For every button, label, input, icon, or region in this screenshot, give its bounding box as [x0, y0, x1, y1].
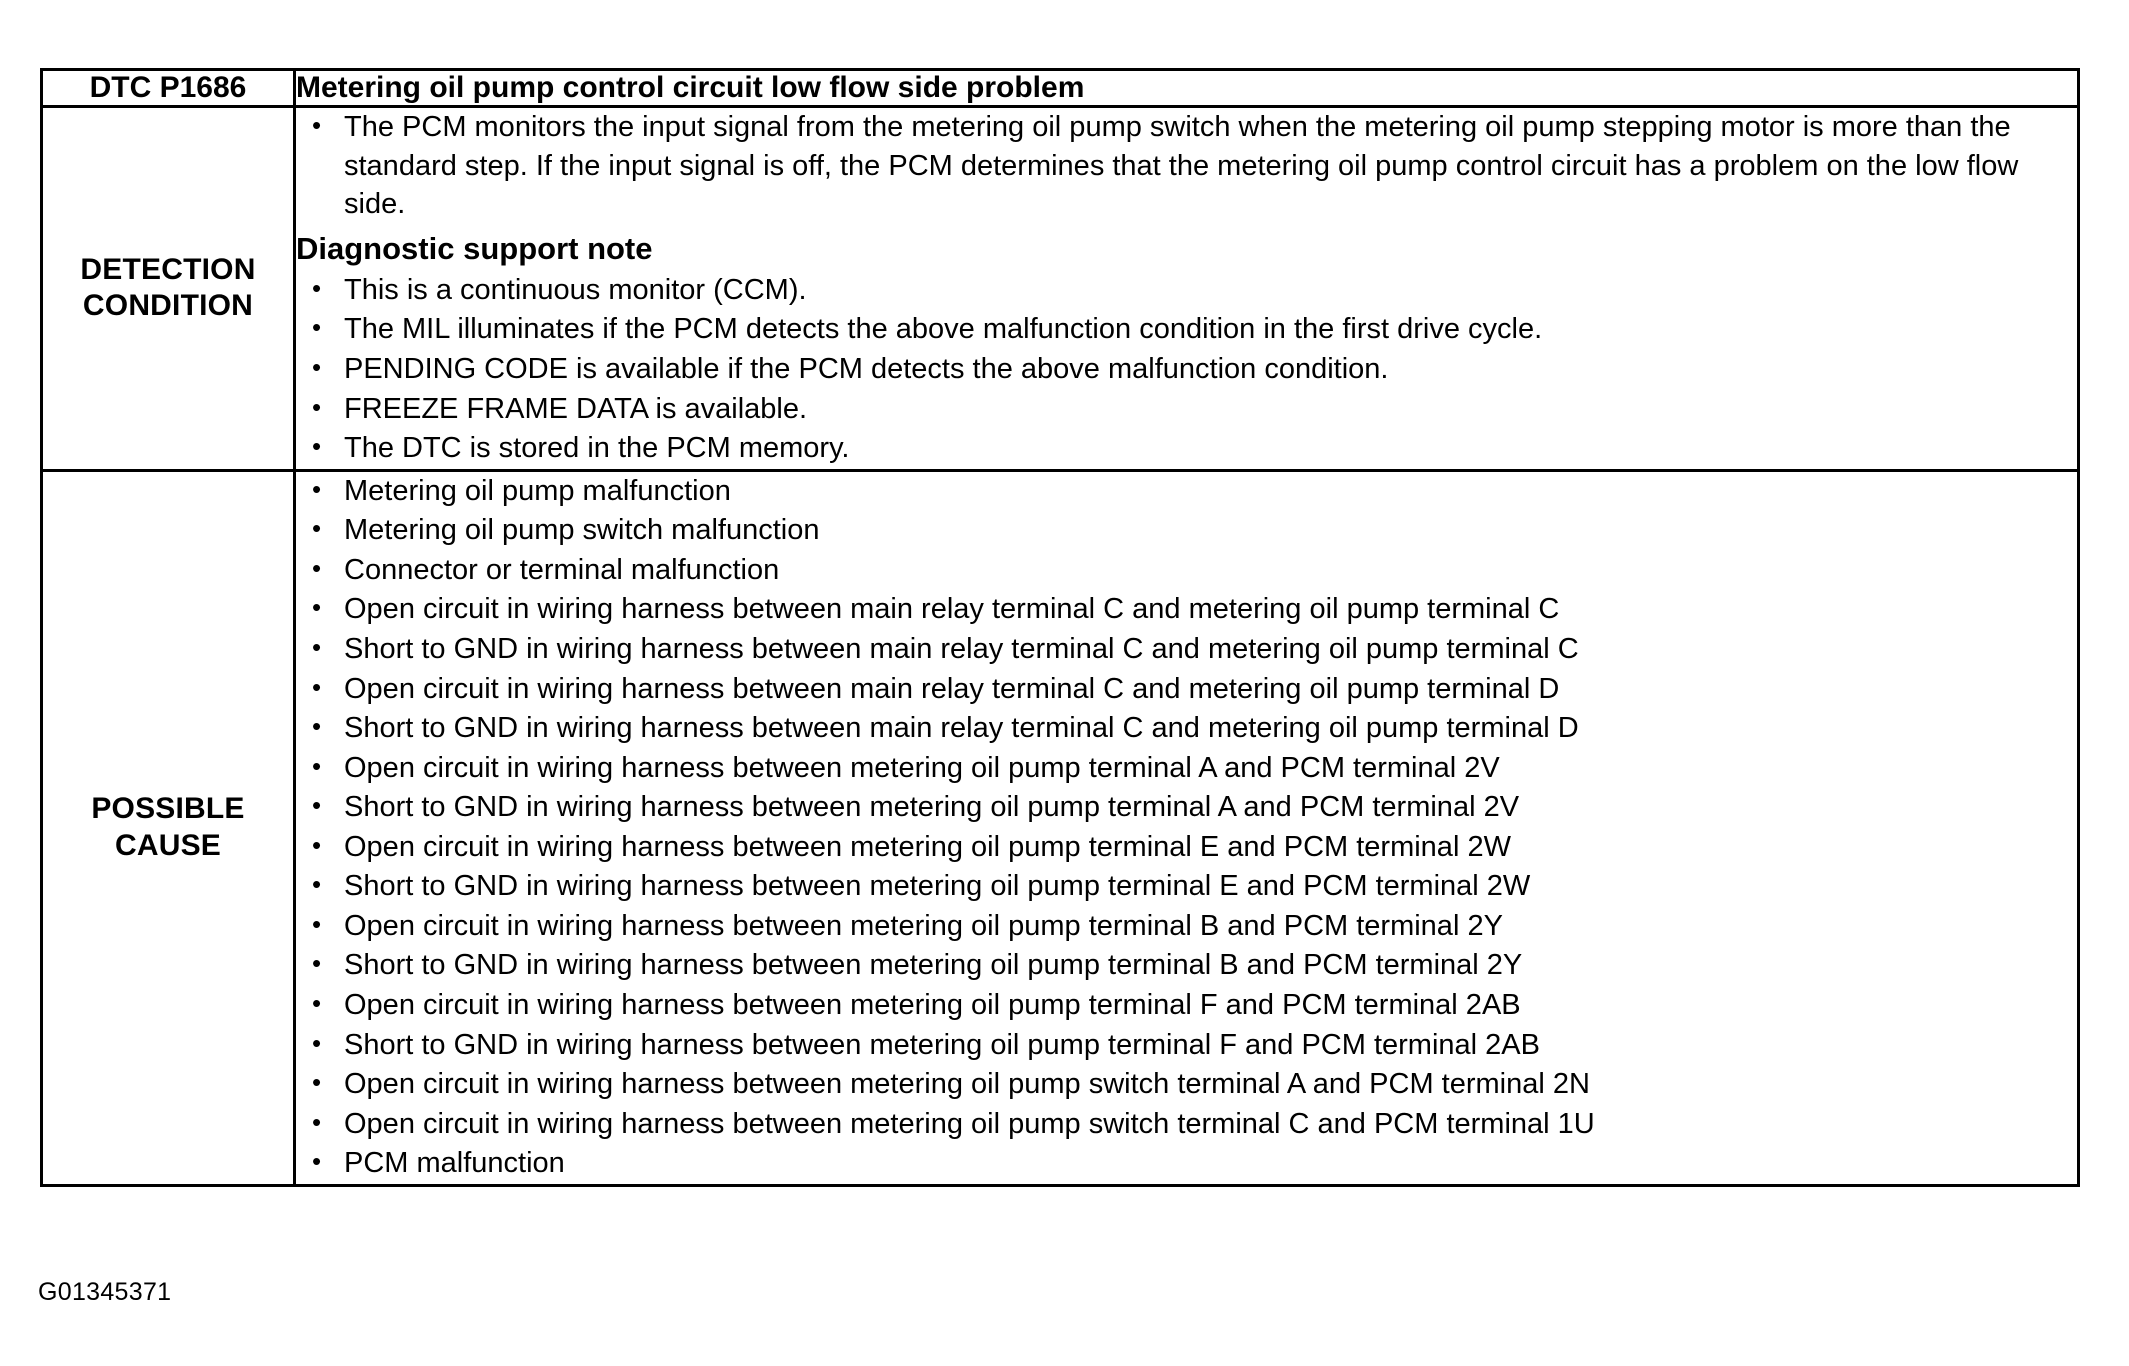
dtc-sheet [40, 68, 2080, 1187]
list-item: • Open circuit in wiring harness between metering oil pump terminal F and PCM terminal 2AB [296, 986, 2077, 1025]
possible-cause-label-line2: CAUSE [114, 828, 221, 862]
list-item: • Open circuit in wiring harness between main relay terminal C and metering oil pump terminal C [296, 590, 2077, 629]
dtc-title-text: Metering oil pump control circuit low flow side problem [296, 71, 1085, 104]
dtc-code-label: DTC P1686 [89, 71, 247, 104]
list-item: • Open circuit in wiring harness between metering oil pump terminal E and PCM terminal 2W [296, 828, 2077, 867]
list-item: • Short to GND in wiring harness between main relay terminal C and metering oil pump terminal C [296, 630, 2077, 669]
list-item: • Metering oil pump switch malfunction [296, 511, 2077, 550]
possible-cause-bullet-list [296, 472, 2077, 1183]
dtc-code-cell [42, 70, 295, 107]
list-item: • Connector or terminal malfunction [296, 551, 2077, 590]
detection-condition-label-line2: CONDITION [82, 289, 254, 323]
detection-condition-content-cell [295, 107, 2079, 471]
list-item: • Short to GND in wiring harness between metering oil pump terminal A and PCM terminal 2V [296, 788, 2077, 827]
list-item: • This is a continuous monitor (CCM). [296, 271, 2077, 310]
dtc-title-cell [295, 70, 2079, 107]
list-item: • Short to GND in wiring harness between metering oil pump terminal E and PCM terminal 2W [296, 867, 2077, 906]
detection-condition-bullet-list [296, 271, 2077, 468]
list-item: • Short to GND in wiring harness between metering oil pump terminal B and PCM terminal 2Y [296, 946, 2077, 985]
list-item: • The DTC is stored in the PCM memory. [296, 429, 2077, 468]
list-item: • Open circuit in wiring harness between metering oil pump switch terminal A and PCM terminal 2N [296, 1065, 2077, 1104]
detection-condition-label-line1: DETECTION [80, 252, 256, 286]
detection-condition-intro-list [296, 108, 2077, 224]
table-row-detection-condition [42, 107, 2079, 471]
possible-cause-label-line1: POSSIBLE [91, 792, 245, 826]
list-item: • FREEZE FRAME DATA is available. [296, 390, 2077, 429]
list-item: • Open circuit in wiring harness between metering oil pump terminal B and PCM terminal 2Y [296, 907, 2077, 946]
list-item: • Short to GND in wiring harness between metering oil pump terminal F and PCM terminal 2AB [296, 1026, 2077, 1065]
list-item: • Open circuit in wiring harness between metering oil pump terminal A and PCM terminal 2V [296, 749, 2077, 788]
list-item: • Open circuit in wiring harness between main relay terminal C and metering oil pump terminal D [296, 670, 2077, 709]
possible-cause-label-cell [42, 470, 295, 1185]
table-row-possible-cause [42, 470, 2079, 1185]
list-item: • PCM malfunction [296, 1144, 2077, 1183]
list-item: • Metering oil pump malfunction [296, 472, 2077, 511]
list-item: • Short to GND in wiring harness between main relay terminal C and metering oil pump terminal D [296, 709, 2077, 748]
list-item: • The MIL illuminates if the PCM detects the above malfunction condition in the first drive cycle. [296, 310, 2077, 349]
list-item: • Open circuit in wiring harness between metering oil pump switch terminal C and PCM terminal 1U [296, 1105, 2077, 1144]
diagnostic-support-note-heading: Diagnostic support note [296, 230, 653, 266]
list-item: • PENDING CODE is available if the PCM detects the above malfunction condition. [296, 350, 2077, 389]
dtc-table [40, 68, 2080, 1187]
figure-id: G01345371 [38, 1278, 172, 1306]
detection-condition-label-cell [42, 107, 295, 471]
possible-cause-content-cell [295, 470, 2079, 1185]
table-row-header [42, 70, 2079, 107]
list-item: • The PCM monitors the input signal from the metering oil pump switch when the metering oil pump stepping motor is more than the standard step. If the input signal is off, the PCM determines that the metering oil pump control circuit has a problem on the low flow side. [296, 108, 2077, 224]
